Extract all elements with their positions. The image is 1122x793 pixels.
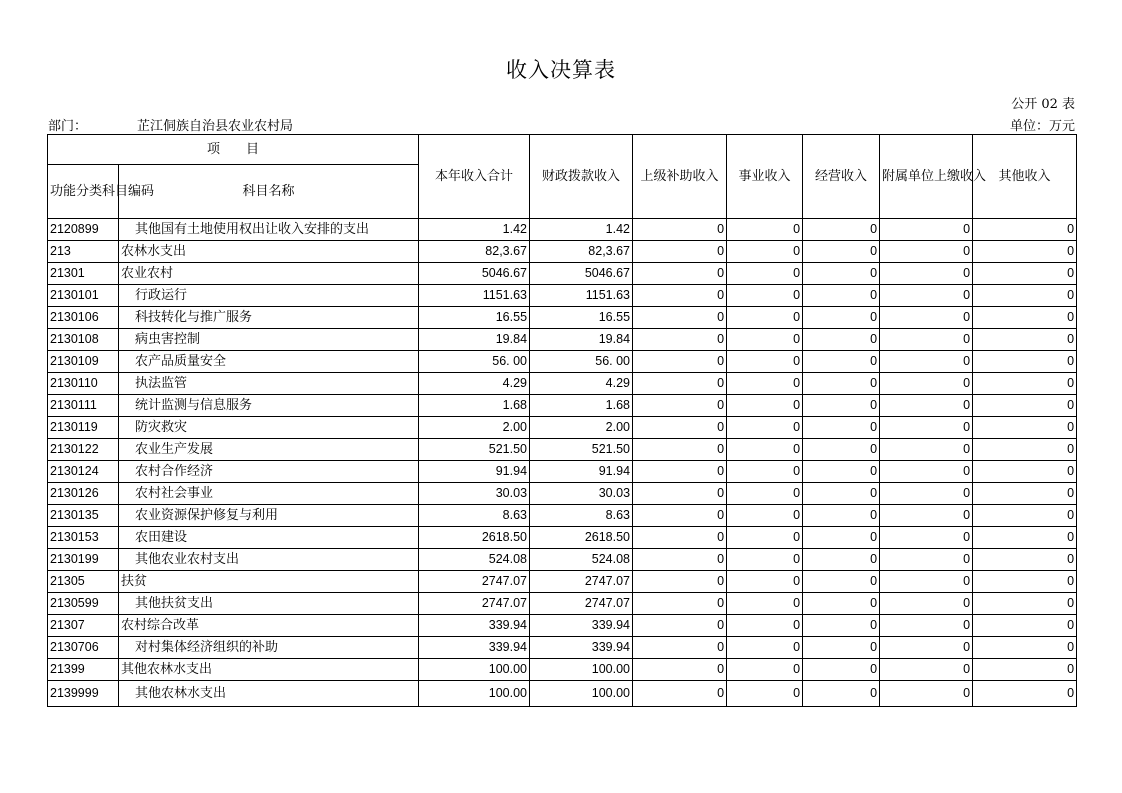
- cell-business: 0: [727, 439, 803, 461]
- cell-code: 2130135: [48, 505, 119, 527]
- cell-operating: 0: [803, 241, 880, 263]
- cell-name-text: 农产品质量安全: [135, 354, 227, 369]
- table-row: [48, 637, 1077, 659]
- cell-business: 0: [727, 527, 803, 549]
- cell-affiliated: 0: [880, 263, 973, 285]
- cell-superior: 0: [633, 329, 727, 351]
- cell-total: 16.55: [419, 307, 530, 329]
- cell-operating: 0: [803, 219, 880, 241]
- unit-label: 单位：万元: [1009, 119, 1075, 134]
- cell-name-text: 防灾救灾: [135, 420, 188, 435]
- cell-code: 2130119: [48, 417, 119, 439]
- cell-name-text: 其他农林水支出: [121, 662, 213, 677]
- cell-other: 0: [973, 307, 1077, 329]
- cell-other: 0: [973, 615, 1077, 637]
- cell-fiscal: 2.00: [530, 417, 633, 439]
- cell-code: 2130110: [48, 373, 119, 395]
- cell-business: 0: [727, 395, 803, 417]
- header-fiscal: 财政拨款收入: [530, 135, 633, 219]
- cell-superior: 0: [633, 659, 727, 681]
- cell-name: [119, 615, 419, 637]
- cell-affiliated: 0: [880, 527, 973, 549]
- cell-name-text: 农村社会事业: [135, 486, 214, 501]
- cell-affiliated: 0: [880, 395, 973, 417]
- cell-business: 0: [727, 571, 803, 593]
- cell-superior: 0: [633, 241, 727, 263]
- cell-name-text: 农业生产发展: [135, 442, 214, 457]
- cell-fiscal: 339.94: [530, 615, 633, 637]
- cell-business: 0: [727, 461, 803, 483]
- table-row: [48, 307, 1077, 329]
- cell-total: 91.94: [419, 461, 530, 483]
- cell-superior: 0: [633, 527, 727, 549]
- cell-name-text: 其他农林水支出: [135, 686, 227, 701]
- cell-superior: 0: [633, 219, 727, 241]
- cell-fiscal: 4.29: [530, 373, 633, 395]
- cell-total: 19.84: [419, 329, 530, 351]
- cell-operating: 0: [803, 461, 880, 483]
- cell-affiliated: 0: [880, 417, 973, 439]
- cell-operating: 0: [803, 527, 880, 549]
- cell-code: 2130111: [48, 395, 119, 417]
- cell-other: 0: [973, 263, 1077, 285]
- table-row: [48, 527, 1077, 549]
- cell-affiliated: 0: [880, 439, 973, 461]
- table-row: [48, 417, 1077, 439]
- cell-name: [119, 505, 419, 527]
- cell-name: [119, 285, 419, 307]
- cell-superior: 0: [633, 505, 727, 527]
- cell-affiliated: 0: [880, 659, 973, 681]
- cell-name-text: 其他国有土地使用权出让收入安排的支出: [135, 222, 370, 237]
- header-other: 其他收入: [973, 135, 1077, 219]
- page-title: 收入决算表: [506, 58, 616, 82]
- cell-other: 0: [973, 439, 1077, 461]
- cell-superior: 0: [633, 549, 727, 571]
- cell-operating: 0: [803, 659, 880, 681]
- cell-code: 2130122: [48, 439, 119, 461]
- cell-operating: 0: [803, 681, 880, 707]
- cell-superior: 0: [633, 395, 727, 417]
- table-row: [48, 549, 1077, 571]
- cell-fiscal: 524.08: [530, 549, 633, 571]
- cell-superior: 0: [633, 571, 727, 593]
- cell-fiscal: 521.50: [530, 439, 633, 461]
- cell-other: 0: [973, 395, 1077, 417]
- cell-business: 0: [727, 637, 803, 659]
- cell-other: 0: [973, 351, 1077, 373]
- cell-other: 0: [973, 659, 1077, 681]
- cell-fiscal: 100.00: [530, 681, 633, 707]
- cell-name-text: 农业资源保护修复与利用: [135, 508, 279, 523]
- cell-name: [119, 241, 419, 263]
- cell-affiliated: 0: [880, 285, 973, 307]
- cell-total: 1.42: [419, 219, 530, 241]
- cell-business: 0: [727, 241, 803, 263]
- cell-total: 1.68: [419, 395, 530, 417]
- cell-affiliated: 0: [880, 329, 973, 351]
- cell-name-text: 农村合作经济: [135, 464, 214, 479]
- cell-name: [119, 659, 419, 681]
- cell-operating: 0: [803, 637, 880, 659]
- cell-total: 56. 00: [419, 351, 530, 373]
- cell-code: 21305: [48, 571, 119, 593]
- cell-name: [119, 593, 419, 615]
- table-row: [48, 329, 1077, 351]
- cell-superior: 0: [633, 351, 727, 373]
- cell-fiscal: 5046.67: [530, 263, 633, 285]
- cell-operating: 0: [803, 505, 880, 527]
- header-code: 功能分类科目编码: [48, 165, 119, 219]
- cell-affiliated: 0: [880, 461, 973, 483]
- table-row: [48, 615, 1077, 637]
- header-superior: 上级补助收入: [633, 135, 727, 219]
- cell-business: 0: [727, 351, 803, 373]
- cell-fiscal: 2747.07: [530, 571, 633, 593]
- table-row: [48, 659, 1077, 681]
- table-row: [48, 219, 1077, 241]
- cell-other: 0: [973, 549, 1077, 571]
- cell-total: 5046.67: [419, 263, 530, 285]
- cell-other: 0: [973, 505, 1077, 527]
- table-row: [48, 461, 1077, 483]
- cell-code: 2130706: [48, 637, 119, 659]
- cell-name-text: 其他农业农村支出: [135, 552, 240, 567]
- cell-other: 0: [973, 483, 1077, 505]
- cell-fiscal: 19.84: [530, 329, 633, 351]
- cell-business: 0: [727, 307, 803, 329]
- cell-fiscal: 1.42: [530, 219, 633, 241]
- cell-operating: 0: [803, 483, 880, 505]
- cell-name-text: 农村综合改革: [121, 618, 200, 633]
- cell-affiliated: 0: [880, 483, 973, 505]
- cell-total: 524.08: [419, 549, 530, 571]
- table-row: [48, 373, 1077, 395]
- cell-fiscal: 2747.07: [530, 593, 633, 615]
- table-row: [48, 263, 1077, 285]
- cell-name: [119, 461, 419, 483]
- cell-name-text: 统计监测与信息服务: [135, 398, 253, 413]
- header-item: 项 目: [48, 135, 419, 165]
- cell-total: 521.50: [419, 439, 530, 461]
- cell-code: 21301: [48, 263, 119, 285]
- cell-code: 2130153: [48, 527, 119, 549]
- form-number: 公开 02 表: [1011, 97, 1075, 112]
- cell-other: 0: [973, 461, 1077, 483]
- cell-total: 100.00: [419, 659, 530, 681]
- cell-superior: 0: [633, 285, 727, 307]
- cell-business: 0: [727, 659, 803, 681]
- cell-fiscal: 339.94: [530, 637, 633, 659]
- table-row: [48, 241, 1077, 263]
- table-row: [48, 351, 1077, 373]
- cell-name: [119, 637, 419, 659]
- cell-fiscal: 1151.63: [530, 285, 633, 307]
- header-total: 本年收入合计: [419, 135, 530, 219]
- cell-operating: 0: [803, 571, 880, 593]
- cell-business: 0: [727, 263, 803, 285]
- table-body: [48, 219, 1077, 707]
- department-line: [48, 115, 293, 134]
- cell-affiliated: 0: [880, 593, 973, 615]
- cell-code: 2130101: [48, 285, 119, 307]
- department-name: 芷江侗族自治县农业农村局: [137, 119, 294, 134]
- cell-name-text: 农林水支出: [121, 244, 187, 259]
- cell-affiliated: 0: [880, 373, 973, 395]
- cell-total: 339.94: [419, 615, 530, 637]
- cell-affiliated: 0: [880, 571, 973, 593]
- cell-code: 2130109: [48, 351, 119, 373]
- cell-business: 0: [727, 219, 803, 241]
- table-row: [48, 681, 1077, 707]
- cell-affiliated: 0: [880, 549, 973, 571]
- cell-operating: 0: [803, 373, 880, 395]
- income-table: [47, 134, 1077, 707]
- cell-fiscal: 100.00: [530, 659, 633, 681]
- cell-superior: 0: [633, 615, 727, 637]
- cell-fiscal: 8.63: [530, 505, 633, 527]
- cell-name-text: 农田建设: [135, 530, 188, 545]
- cell-business: 0: [727, 329, 803, 351]
- cell-total: 2747.07: [419, 571, 530, 593]
- table-row: [48, 571, 1077, 593]
- cell-business: 0: [727, 417, 803, 439]
- table-row: [48, 505, 1077, 527]
- cell-other: 0: [973, 417, 1077, 439]
- cell-fiscal: 30.03: [530, 483, 633, 505]
- table-row: [48, 395, 1077, 417]
- cell-superior: 0: [633, 439, 727, 461]
- cell-superior: 0: [633, 593, 727, 615]
- cell-other: 0: [973, 219, 1077, 241]
- cell-code: 2130126: [48, 483, 119, 505]
- cell-superior: 0: [633, 373, 727, 395]
- header-operating: 经营收入: [803, 135, 880, 219]
- cell-other: 0: [973, 681, 1077, 707]
- table-row: [48, 285, 1077, 307]
- cell-code: 21307: [48, 615, 119, 637]
- cell-total: 2747.07: [419, 593, 530, 615]
- cell-superior: 0: [633, 483, 727, 505]
- cell-other: 0: [973, 593, 1077, 615]
- cell-other: 0: [973, 329, 1077, 351]
- cell-name: [119, 681, 419, 707]
- cell-business: 0: [727, 483, 803, 505]
- header-affiliated: 附属单位上缴收入: [880, 135, 973, 219]
- cell-affiliated: 0: [880, 219, 973, 241]
- cell-code: 213: [48, 241, 119, 263]
- department-label: 部门：: [48, 119, 88, 134]
- cell-operating: 0: [803, 439, 880, 461]
- cell-business: 0: [727, 615, 803, 637]
- cell-name-text: 对村集体经济组织的补助: [135, 640, 279, 655]
- cell-superior: 0: [633, 637, 727, 659]
- cell-affiliated: 0: [880, 505, 973, 527]
- cell-superior: 0: [633, 417, 727, 439]
- cell-other: 0: [973, 241, 1077, 263]
- cell-code: 2130108: [48, 329, 119, 351]
- cell-name: [119, 329, 419, 351]
- cell-other: 0: [973, 637, 1077, 659]
- cell-superior: 0: [633, 307, 727, 329]
- cell-name: [119, 571, 419, 593]
- header-name: 科目名称: [119, 165, 419, 219]
- cell-total: 2618.50: [419, 527, 530, 549]
- cell-superior: 0: [633, 461, 727, 483]
- cell-affiliated: 0: [880, 307, 973, 329]
- cell-other: 0: [973, 373, 1077, 395]
- cell-affiliated: 0: [880, 681, 973, 707]
- cell-operating: 0: [803, 329, 880, 351]
- cell-total: 100.00: [419, 681, 530, 707]
- cell-total: 8.63: [419, 505, 530, 527]
- cell-total: 339.94: [419, 637, 530, 659]
- cell-code: 21399: [48, 659, 119, 681]
- cell-total: 2.00: [419, 417, 530, 439]
- cell-operating: 0: [803, 417, 880, 439]
- cell-operating: 0: [803, 549, 880, 571]
- cell-total: 82,3.67: [419, 241, 530, 263]
- cell-business: 0: [727, 593, 803, 615]
- cell-affiliated: 0: [880, 637, 973, 659]
- cell-fiscal: 91.94: [530, 461, 633, 483]
- cell-operating: 0: [803, 307, 880, 329]
- cell-operating: 0: [803, 615, 880, 637]
- cell-name: [119, 219, 419, 241]
- cell-name: [119, 307, 419, 329]
- cell-operating: 0: [803, 351, 880, 373]
- cell-name: [119, 549, 419, 571]
- cell-name-text: 行政运行: [135, 288, 188, 303]
- cell-name: [119, 483, 419, 505]
- cell-code: 2130106: [48, 307, 119, 329]
- cell-fiscal: 82,3.67: [530, 241, 633, 263]
- cell-business: 0: [727, 373, 803, 395]
- cell-affiliated: 0: [880, 615, 973, 637]
- cell-other: 0: [973, 285, 1077, 307]
- cell-fiscal: 16.55: [530, 307, 633, 329]
- cell-name-text: 病虫害控制: [135, 332, 201, 347]
- cell-total: 4.29: [419, 373, 530, 395]
- cell-business: 0: [727, 681, 803, 707]
- cell-affiliated: 0: [880, 241, 973, 263]
- cell-fiscal: 2618.50: [530, 527, 633, 549]
- cell-name-text: 扶贫: [121, 574, 148, 589]
- cell-code: 2130599: [48, 593, 119, 615]
- table-row: [48, 439, 1077, 461]
- table-row: [48, 483, 1077, 505]
- cell-operating: 0: [803, 593, 880, 615]
- cell-name: [119, 417, 419, 439]
- table-row: [48, 593, 1077, 615]
- cell-code: 2139999: [48, 681, 119, 707]
- cell-business: 0: [727, 285, 803, 307]
- cell-total: 30.03: [419, 483, 530, 505]
- cell-business: 0: [727, 505, 803, 527]
- cell-operating: 0: [803, 395, 880, 417]
- cell-fiscal: 1.68: [530, 395, 633, 417]
- cell-name: [119, 373, 419, 395]
- cell-fiscal: 56. 00: [530, 351, 633, 373]
- cell-operating: 0: [803, 285, 880, 307]
- cell-business: 0: [727, 549, 803, 571]
- cell-name-text: 执法监管: [135, 376, 188, 391]
- cell-code: 2130124: [48, 461, 119, 483]
- cell-name: [119, 351, 419, 373]
- header-business: 事业收入: [727, 135, 803, 219]
- cell-superior: 0: [633, 263, 727, 285]
- cell-name: [119, 263, 419, 285]
- cell-name: [119, 395, 419, 417]
- cell-code: 2130199: [48, 549, 119, 571]
- cell-name: [119, 527, 419, 549]
- cell-affiliated: 0: [880, 351, 973, 373]
- cell-name: [119, 439, 419, 461]
- cell-superior: 0: [633, 681, 727, 707]
- cell-name-text: 农业农村: [121, 266, 174, 281]
- cell-other: 0: [973, 571, 1077, 593]
- cell-other: 0: [973, 527, 1077, 549]
- cell-total: 1151.63: [419, 285, 530, 307]
- cell-name-text: 科技转化与推广服务: [135, 310, 253, 325]
- cell-operating: 0: [803, 263, 880, 285]
- cell-code: 2120899: [48, 219, 119, 241]
- cell-name-text: 其他扶贫支出: [135, 596, 214, 611]
